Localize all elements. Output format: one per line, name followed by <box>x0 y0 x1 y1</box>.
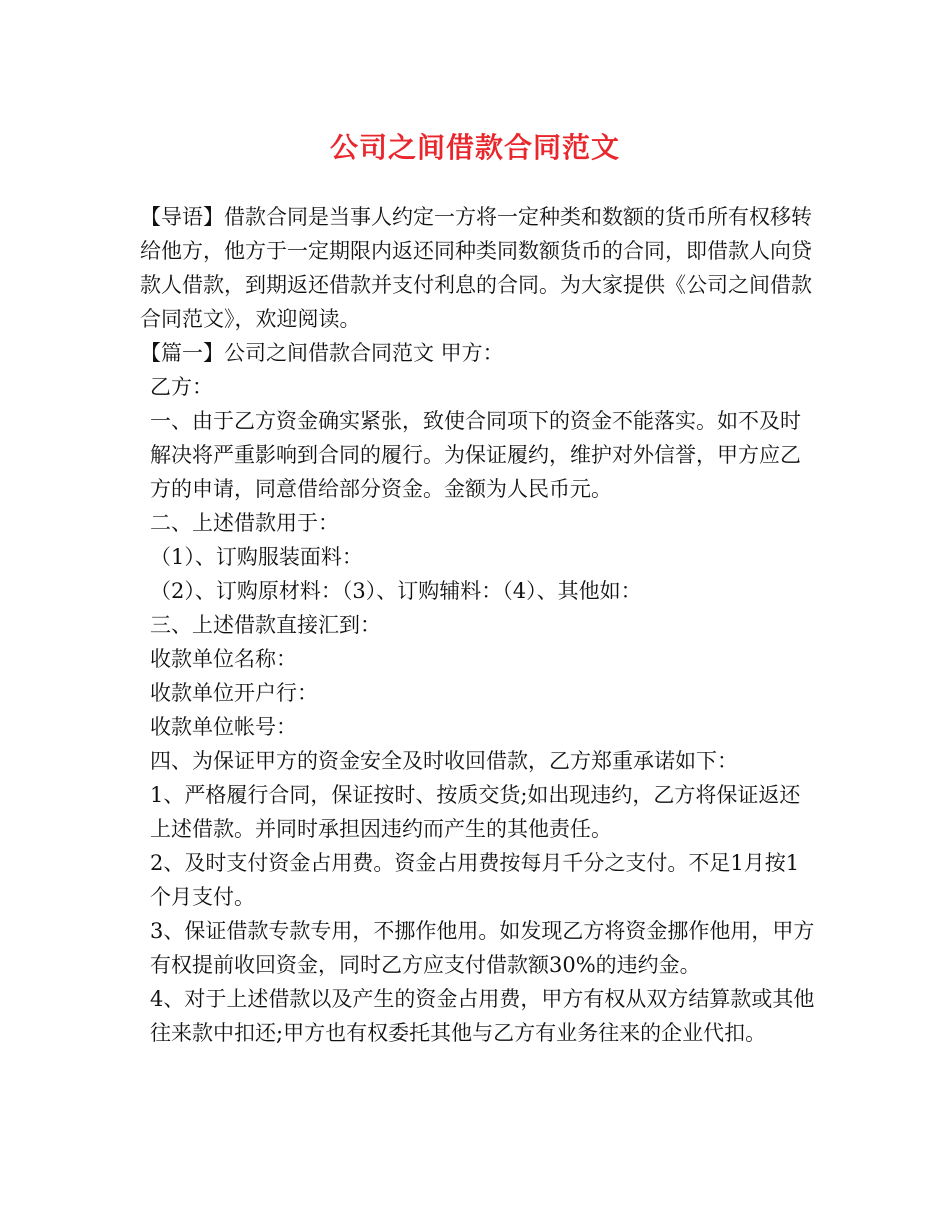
clause-four: 四、为保证甲方的资金安全及时收回借款，乙方郑重承诺如下： <box>150 749 738 773</box>
section-heading-part-one: 【篇一】公司之间借款合同范文 甲方： <box>140 341 504 365</box>
payee-account-line: 收款单位帐号： <box>150 715 297 739</box>
promise-2: 2、及时支付资金占用费。资金占用费按每月千分之支付。不足1月按1个月支付。 <box>150 851 800 909</box>
clause-two-items-2-4: （2）、订购原材料：（3）、订购辅料：（4）、其他如： <box>150 579 642 603</box>
clause-two-item-1: （1）、订购服装面料： <box>150 545 363 569</box>
clause-three: 三、上述借款直接汇到： <box>150 613 381 637</box>
payee-bank-line: 收款单位开户行： <box>150 681 318 705</box>
promise-4: 4、对于上述借款以及产生的资金占用费，甲方有权从双方结算款或其他往来款中扣还;甲方也有权委托其他与乙方有业务往来的企业代扣。 <box>150 987 815 1045</box>
promise-3: 3、保证借款专款专用，不挪作他用。如发现乙方将资金挪作他用，甲方有权提前收回资金，同时乙方应支付借款额30%的违约金。 <box>150 919 815 977</box>
clause-one: 一、由于乙方资金确实紧张，致使合同项下的资金不能落实。如不及时解决将严重影响到合同的履行。为保证履约，维护对外信誉，甲方应乙方的申请，同意借给部分资金。金额为人民币元。 <box>150 409 801 501</box>
intro-paragraph: 【导语】借款合同是当事人约定一方将一定种类和数额的货币所有权移转给他方，他方于一定期限内返还同种类同数额货币的合同，即借款人向贷款人借款，到期返还借款并支付利息的合同。为大家提供《公司之间借款合同范文》，欢迎阅读。 <box>140 205 812 331</box>
document-body <box>140 200 815 1050</box>
clause-two: 二、上述借款用于： <box>150 511 339 535</box>
document-title: 公司之间借款合同范文 <box>329 131 620 164</box>
promise-1: 1、严格履行合同，保证按时、按质交货;如出现违约，乙方将保证返还上述借款。并同时承担因违约而产生的其他责任。 <box>150 783 801 841</box>
payee-name-line: 收款单位名称： <box>150 647 297 671</box>
party-b-line: 乙方： <box>150 375 213 399</box>
